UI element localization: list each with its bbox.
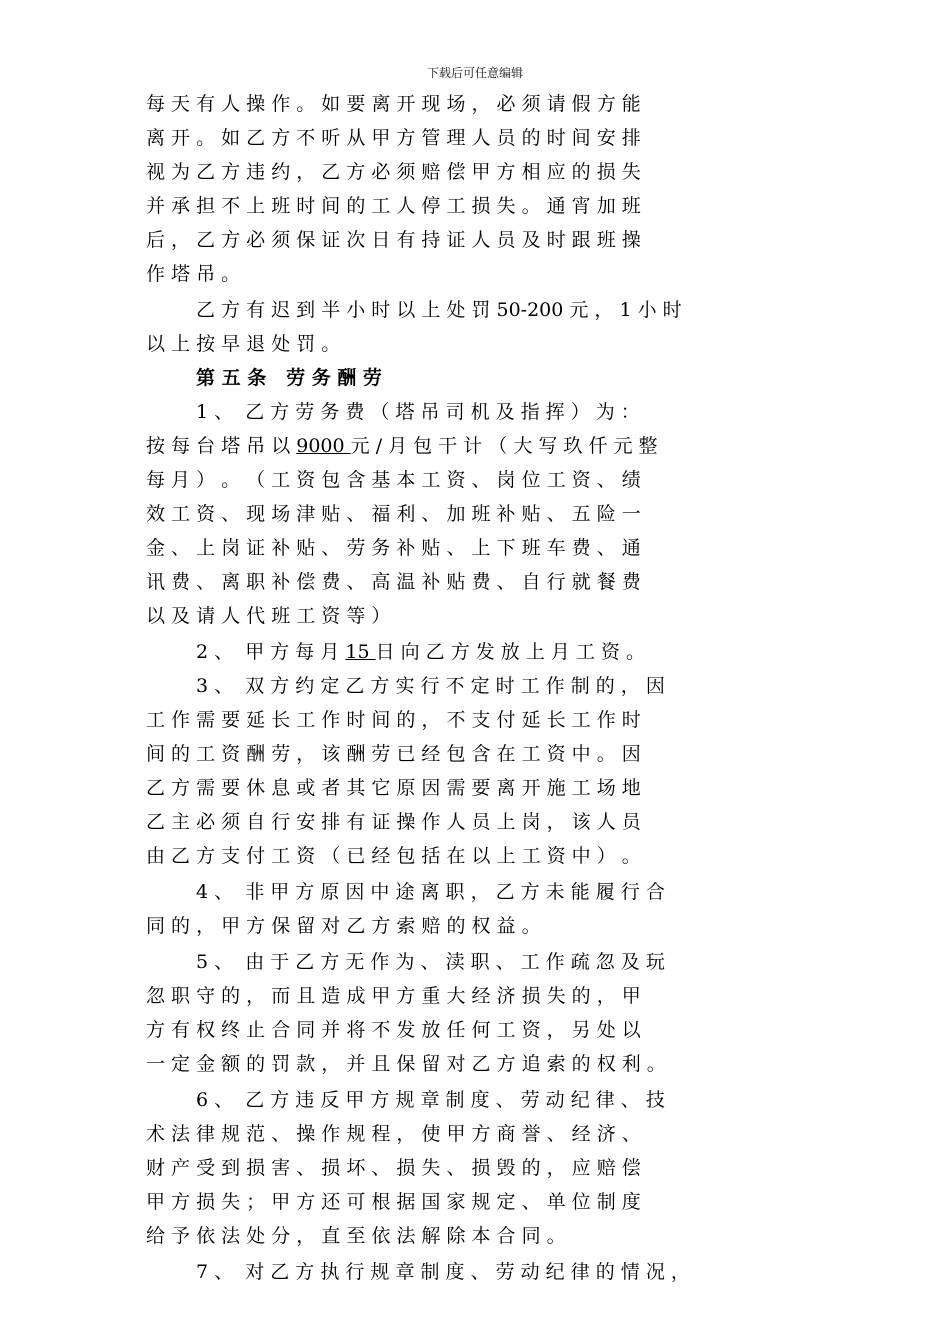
text-line: 给 予 依 法 处 分 ， 直 至 依 法 解 除 本 合 同 。 bbox=[146, 1225, 566, 1247]
text-line: 乙 方 需 要 休 息 或 者 其 它 原 因 需 要 离 开 施 工 场 地 bbox=[146, 777, 641, 799]
text-line: 后 ， 乙 方 必 须 保 证 次 日 有 持 证 人 员 及 时 跟 班 操 bbox=[146, 229, 641, 251]
text-line: 离 开 。 如 乙 方 不 听 从 甲 方 管 理 人 员 的 时 间 安 排 bbox=[146, 127, 641, 149]
page-header: 下载后可任意编辑 bbox=[426, 66, 523, 80]
text-line: 术 法 律 规 范 、 操 作 规 程 ， 使 甲 方 商 誉 、 经 济 、 bbox=[146, 1123, 641, 1145]
text-line: 视 为 乙 方 违 约 ， 乙 方 必 须 赔 偿 甲 方 相 应 的 损 失 bbox=[146, 161, 641, 183]
underlined-value: 15 bbox=[345, 641, 376, 663]
text-segment: 2 、 甲 方 每 月 bbox=[196, 641, 346, 663]
text-line: 乙 主 必 须 自 行 安 排 有 证 操 作 人 员 上 岗 ， 该 人 员 bbox=[146, 811, 641, 833]
text-segment: 日 向 乙 方 发 放 上 月 工 资 。 bbox=[375, 641, 645, 663]
text-line: 同 的 ， 甲 方 保 留 对 乙 方 索 赔 的 权 益 。 bbox=[146, 915, 541, 937]
text-line: 金 、 上 岗 证 补 贴 、 劳 务 补 贴 、 上 下 班 车 费 、 通 bbox=[146, 537, 641, 559]
text-line: 间 的 工 资 酬 劳 ， 该 酬 劳 已 经 包 含 在 工 资 中 。 因 bbox=[146, 743, 641, 765]
text-segment: 元 / 月 包 干 计 （ 大 写 玖 仟 元 整 bbox=[350, 435, 658, 457]
text-line: 乙 方 有 迟 到 半 小 时 以 上 处 罚 50-200 元 ， 1 小 时 bbox=[196, 299, 682, 321]
text-line: 1 、 乙 方 劳 务 费 （ 塔 吊 司 机 及 指 挥 ） 为 ： bbox=[196, 401, 640, 423]
text-line: 5 、 由 于 乙 方 无 作 为 、 渎 职 、 工 作 疏 忽 及 玩 bbox=[196, 951, 665, 973]
underlined-value: 9000 bbox=[296, 435, 351, 457]
text-line: 讯 费 、 离 职 补 偿 费 、 高 温 补 贴 费 、 自 行 就 餐 费 bbox=[146, 571, 641, 593]
text-line: 由 乙 方 支 付 工 资 （ 已 经 包 括 在 以 上 工 资 中 ） 。 bbox=[146, 845, 641, 867]
text-line: 工 作 需 要 延 长 工 作 时 间 的 ， 不 支 付 延 长 工 作 时 bbox=[146, 709, 641, 731]
text-line: 忽 职 守 的 ， 而 且 造 成 甲 方 重 大 经 济 损 失 的 ， 甲 bbox=[146, 985, 641, 1007]
text-line: 3 、 双 方 约 定 乙 方 实 行 不 定 时 工 作 制 的 ， 因 bbox=[196, 675, 665, 697]
text-line: 每 天 有 人 操 作 。 如 要 离 开 现 场 ， 必 须 请 假 方 能 bbox=[146, 93, 641, 115]
text-line: 以 上 按 早 退 处 罚 。 bbox=[146, 333, 341, 355]
text-line: 方 有 权 终 止 合 同 并 将 不 发 放 任 何 工 资 ， 另 处 以 bbox=[146, 1019, 641, 1041]
text-line: 甲 方 损 失 ； 甲 方 还 可 根 据 国 家 规 定 、 单 位 制 度 bbox=[146, 1191, 641, 1213]
text-line: 财 产 受 到 损 害 、 损 坏 、 损 失 、 损 毁 的 ， 应 赔 偿 bbox=[146, 1157, 641, 1179]
text-line: 每 月 ） 。 （ 工 资 包 含 基 本 工 资 、 岗 位 工 资 、 绩 bbox=[146, 469, 641, 491]
text-line bbox=[196, 640, 645, 664]
text-line: 4 、 非 甲 方 原 因 中 途 离 职 ， 乙 方 未 能 履 行 合 bbox=[196, 881, 665, 903]
text-line: 以 及 请 人 代 班 工 资 等 ） bbox=[146, 605, 391, 627]
section-heading: 第 五 条 劳 务 酬 劳 bbox=[196, 367, 382, 389]
text-line: 7 、 对 乙 方 执 行 规 章 制 度 、 劳 动 纪 律 的 情 况 ， bbox=[196, 1261, 690, 1283]
text-line: 并 承 担 不 上 班 时 间 的 工 人 停 工 损 失 。 通 宵 加 班 bbox=[146, 195, 641, 217]
text-line bbox=[146, 434, 658, 458]
text-line: 6 、 乙 方 违 反 甲 方 规 章 制 度 、 劳 动 纪 律 、 技 bbox=[196, 1089, 665, 1111]
text-line: 一 定 金 额 的 罚 款 ， 并 且 保 留 对 乙 方 追 索 的 权 利 。 bbox=[146, 1053, 666, 1075]
text-line: 效 工 资 、 现 场 津 贴 、 福 利 、 加 班 补 贴 、 五 险 一 bbox=[146, 503, 641, 525]
text-line: 作 塔 吊 。 bbox=[146, 263, 241, 285]
text-segment: 按 每 台 塔 吊 以 bbox=[146, 435, 297, 457]
